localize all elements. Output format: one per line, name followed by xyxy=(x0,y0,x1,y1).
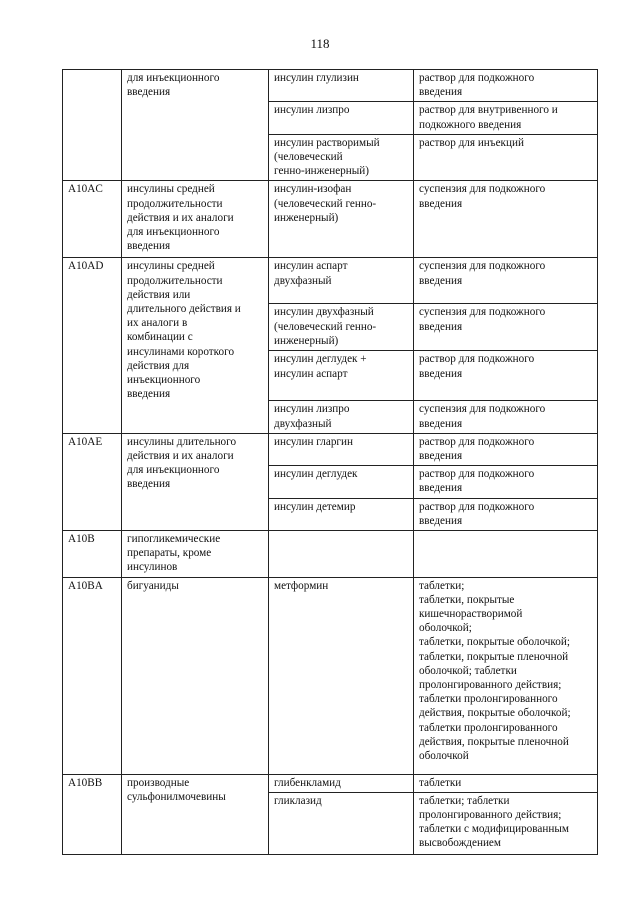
dosage-form-cell: раствор для внутривенного и подкожного введения xyxy=(414,102,598,134)
dosage-form-cell: суспензия для подкожного введения xyxy=(414,304,598,351)
dosage-form-cell: раствор для инъекций xyxy=(414,134,598,181)
drug-name-cell: инсулин лизпро двухфазный xyxy=(269,401,414,433)
atc-code-cell xyxy=(63,70,122,181)
atc-code-cell: A10B xyxy=(63,531,122,578)
group-name-cell: инсулины длительного действия и их аналоги для инъекционного введения xyxy=(122,433,269,530)
table-row xyxy=(63,577,598,774)
table-row xyxy=(63,70,598,102)
group-name-cell: бигуаниды xyxy=(122,577,269,774)
dosage-form-cell xyxy=(414,531,598,578)
group-name-cell: инсулины средней продолжительности действия или длительного действия и их аналоги в комбинации с инсулинами короткого действия для инъекционного введения xyxy=(122,258,269,433)
table-row xyxy=(63,531,598,578)
table-row xyxy=(63,181,598,258)
group-name-cell: для инъекционного введения xyxy=(122,70,269,181)
drug-name-cell xyxy=(269,531,414,578)
dosage-form-cell: таблетки; таблетки, покрытые кишечнорастворимой оболочкой; таблетки, покрытые оболочкой; таблетки, покрытые пленочной оболочкой; таблетки пролонгированного действия; таблетки пролонгированного действия, покрытые оболочкой; таблетки пролонгированного действия, покрытые пленочной оболочкой xyxy=(414,577,598,774)
dosage-form-cell: суспензия для подкожного введения xyxy=(414,181,598,258)
drug-name-cell: инсулин глулизин xyxy=(269,70,414,102)
group-name-cell: инсулины средней продолжительности действия и их аналоги для инъекционного введения xyxy=(122,181,269,258)
dosage-form-cell: суспензия для подкожного введения xyxy=(414,258,598,304)
drug-name-cell: инсулин деглудек + инсулин аспарт xyxy=(269,351,414,401)
dosage-form-cell: таблетки; таблетки пролонгированного действия; таблетки с модифицированным высвобождением xyxy=(414,792,598,854)
drug-name-cell: метформин xyxy=(269,577,414,774)
atc-code-cell: A10AC xyxy=(63,181,122,258)
drug-name-cell: глибенкламид xyxy=(269,774,414,792)
table-row xyxy=(63,774,598,792)
drug-classification-table xyxy=(62,69,598,855)
dosage-form-cell: суспензия для подкожного введения xyxy=(414,401,598,433)
dosage-form-cell: раствор для подкожного введения xyxy=(414,498,598,530)
atc-code-cell: A10BA xyxy=(63,577,122,774)
page-number: 118 xyxy=(310,36,330,51)
drug-name-cell: инсулин двухфазный (человеческий генно- инженерный) xyxy=(269,304,414,351)
table-row xyxy=(63,258,598,304)
drug-name-cell: инсулин-изофан (человеческий генно- инженерный) xyxy=(269,181,414,258)
dosage-form-cell: раствор для подкожного введения xyxy=(414,70,598,102)
table-row xyxy=(63,433,598,465)
drug-name-cell: инсулин растворимый (человеческий генно-инженерный) xyxy=(269,134,414,181)
drug-name-cell: инсулин аспарт двухфазный xyxy=(269,258,414,304)
dosage-form-cell: раствор для подкожного введения xyxy=(414,433,598,465)
drug-name-cell: инсулин детемир xyxy=(269,498,414,530)
drug-name-cell: инсулин гларгин xyxy=(269,433,414,465)
group-name-cell: производные сульфонилмочевины xyxy=(122,774,269,854)
atc-code-cell: A10BB xyxy=(63,774,122,854)
drug-name-cell: гликлазид xyxy=(269,792,414,854)
dosage-form-cell: таблетки xyxy=(414,774,598,792)
atc-code-cell: A10AE xyxy=(63,433,122,530)
atc-code-cell: A10AD xyxy=(63,258,122,433)
drug-name-cell: инсулин лизпро xyxy=(269,102,414,134)
group-name-cell: гипогликемические препараты, кроме инсулинов xyxy=(122,531,269,578)
dosage-form-cell: раствор для подкожного введения xyxy=(414,466,598,498)
drug-name-cell: инсулин деглудек xyxy=(269,466,414,498)
dosage-form-cell: раствор для подкожного введения xyxy=(414,351,598,401)
